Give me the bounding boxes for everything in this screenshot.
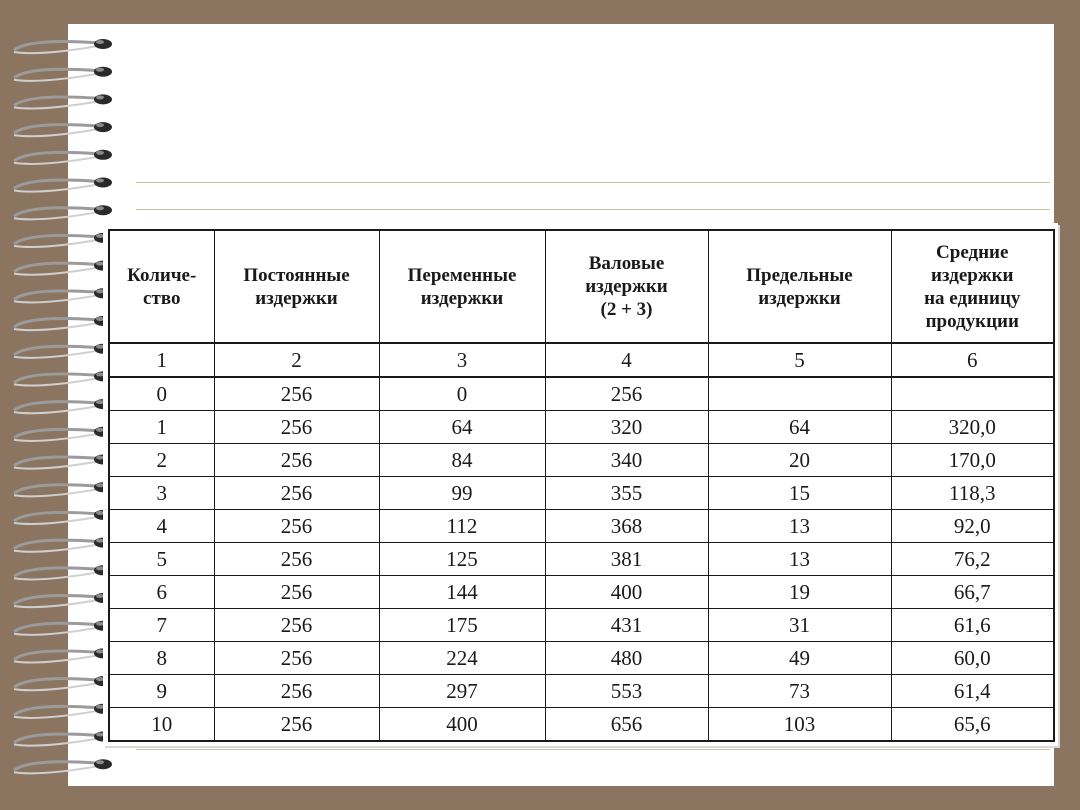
table-cell: 49 <box>708 642 891 675</box>
table-cell: 20 <box>708 444 891 477</box>
column-number-cell: 2 <box>214 343 379 377</box>
table-row <box>109 411 1054 444</box>
table-cell: 0 <box>109 377 214 411</box>
table-cell: 103 <box>708 708 891 742</box>
cost-table <box>108 229 1055 742</box>
table-cell: 256 <box>214 642 379 675</box>
average-costs-header: Средние издержки на единицу продукции <box>891 230 1054 343</box>
table-cell: 256 <box>214 377 379 411</box>
table-cell: 31 <box>708 609 891 642</box>
table-cell: 64 <box>379 411 545 444</box>
column-number-cell: 1 <box>109 343 214 377</box>
table-cell: 381 <box>545 543 708 576</box>
table-cell: 99 <box>379 477 545 510</box>
column-number-row <box>109 343 1054 377</box>
table-cell: 2 <box>109 444 214 477</box>
marginal-costs-header: Предельные издержки <box>708 230 891 343</box>
table-row <box>109 477 1054 510</box>
table-cell: 256 <box>545 377 708 411</box>
table-cell: 112 <box>379 510 545 543</box>
table-cell: 256 <box>214 675 379 708</box>
table-cell: 76,2 <box>891 543 1054 576</box>
column-number-cell: 6 <box>891 343 1054 377</box>
table-cell: 66,7 <box>891 576 1054 609</box>
table-row <box>109 543 1054 576</box>
table-row <box>109 444 1054 477</box>
table-cell: 320 <box>545 411 708 444</box>
table-cell: 64 <box>708 411 891 444</box>
table-cell: 7 <box>109 609 214 642</box>
table-cell: 5 <box>109 543 214 576</box>
table-cell: 340 <box>545 444 708 477</box>
column-number-cell: 3 <box>379 343 545 377</box>
table-cell: 61,6 <box>891 609 1054 642</box>
page-divider-top <box>136 182 1050 183</box>
table-cell: 118,3 <box>891 477 1054 510</box>
table-cell: 13 <box>708 543 891 576</box>
table-cell: 355 <box>545 477 708 510</box>
variable-costs-header: Переменные издержки <box>379 230 545 343</box>
table-row <box>109 377 1054 411</box>
table-cell: 175 <box>379 609 545 642</box>
table-cell: 65,6 <box>891 708 1054 742</box>
table-cell: 13 <box>708 510 891 543</box>
table-header-row <box>109 230 1054 343</box>
table-cell: 1 <box>109 411 214 444</box>
column-number-cell: 5 <box>708 343 891 377</box>
table-cell: 400 <box>545 576 708 609</box>
table-cell: 61,4 <box>891 675 1054 708</box>
table-cell: 431 <box>545 609 708 642</box>
table-cell: 60,0 <box>891 642 1054 675</box>
table-cell: 144 <box>379 576 545 609</box>
table-cell: 656 <box>545 708 708 742</box>
table-cell: 320,0 <box>891 411 1054 444</box>
quantity-header: Количе- ство <box>109 230 214 343</box>
table-cell: 6 <box>109 576 214 609</box>
table-cell: 256 <box>214 609 379 642</box>
fixed-costs-header: Постоянные издержки <box>214 230 379 343</box>
table-cell: 19 <box>708 576 891 609</box>
table-cell: 3 <box>109 477 214 510</box>
table-cell: 0 <box>379 377 545 411</box>
table-cell: 400 <box>379 708 545 742</box>
table-row <box>109 576 1054 609</box>
table-row <box>109 510 1054 543</box>
table-row <box>109 609 1054 642</box>
table-cell: 256 <box>214 444 379 477</box>
table-cell: 92,0 <box>891 510 1054 543</box>
page-divider-second <box>136 209 1050 210</box>
table-cell <box>708 377 891 411</box>
cost-table-container <box>103 223 1058 746</box>
table-row <box>109 708 1054 742</box>
table-cell: 297 <box>379 675 545 708</box>
table-cell: 15 <box>708 477 891 510</box>
table-cell: 368 <box>545 510 708 543</box>
table-cell: 84 <box>379 444 545 477</box>
table-cell: 256 <box>214 708 379 742</box>
table-cell <box>891 377 1054 411</box>
table-cell: 224 <box>379 642 545 675</box>
column-number-cell: 4 <box>545 343 708 377</box>
total-costs-header: Валовые издержки (2 + 3) <box>545 230 708 343</box>
table-cell: 73 <box>708 675 891 708</box>
page-divider-bottom <box>136 749 1050 750</box>
table-cell: 10 <box>109 708 214 742</box>
table-row <box>109 642 1054 675</box>
table-cell: 4 <box>109 510 214 543</box>
table-cell: 256 <box>214 543 379 576</box>
table-row <box>109 675 1054 708</box>
table-cell: 256 <box>214 510 379 543</box>
table-cell: 9 <box>109 675 214 708</box>
table-cell: 256 <box>214 576 379 609</box>
table-cell: 125 <box>379 543 545 576</box>
table-cell: 480 <box>545 642 708 675</box>
table-cell: 256 <box>214 411 379 444</box>
table-cell: 553 <box>545 675 708 708</box>
table-cell: 256 <box>214 477 379 510</box>
table-cell: 170,0 <box>891 444 1054 477</box>
table-cell: 8 <box>109 642 214 675</box>
